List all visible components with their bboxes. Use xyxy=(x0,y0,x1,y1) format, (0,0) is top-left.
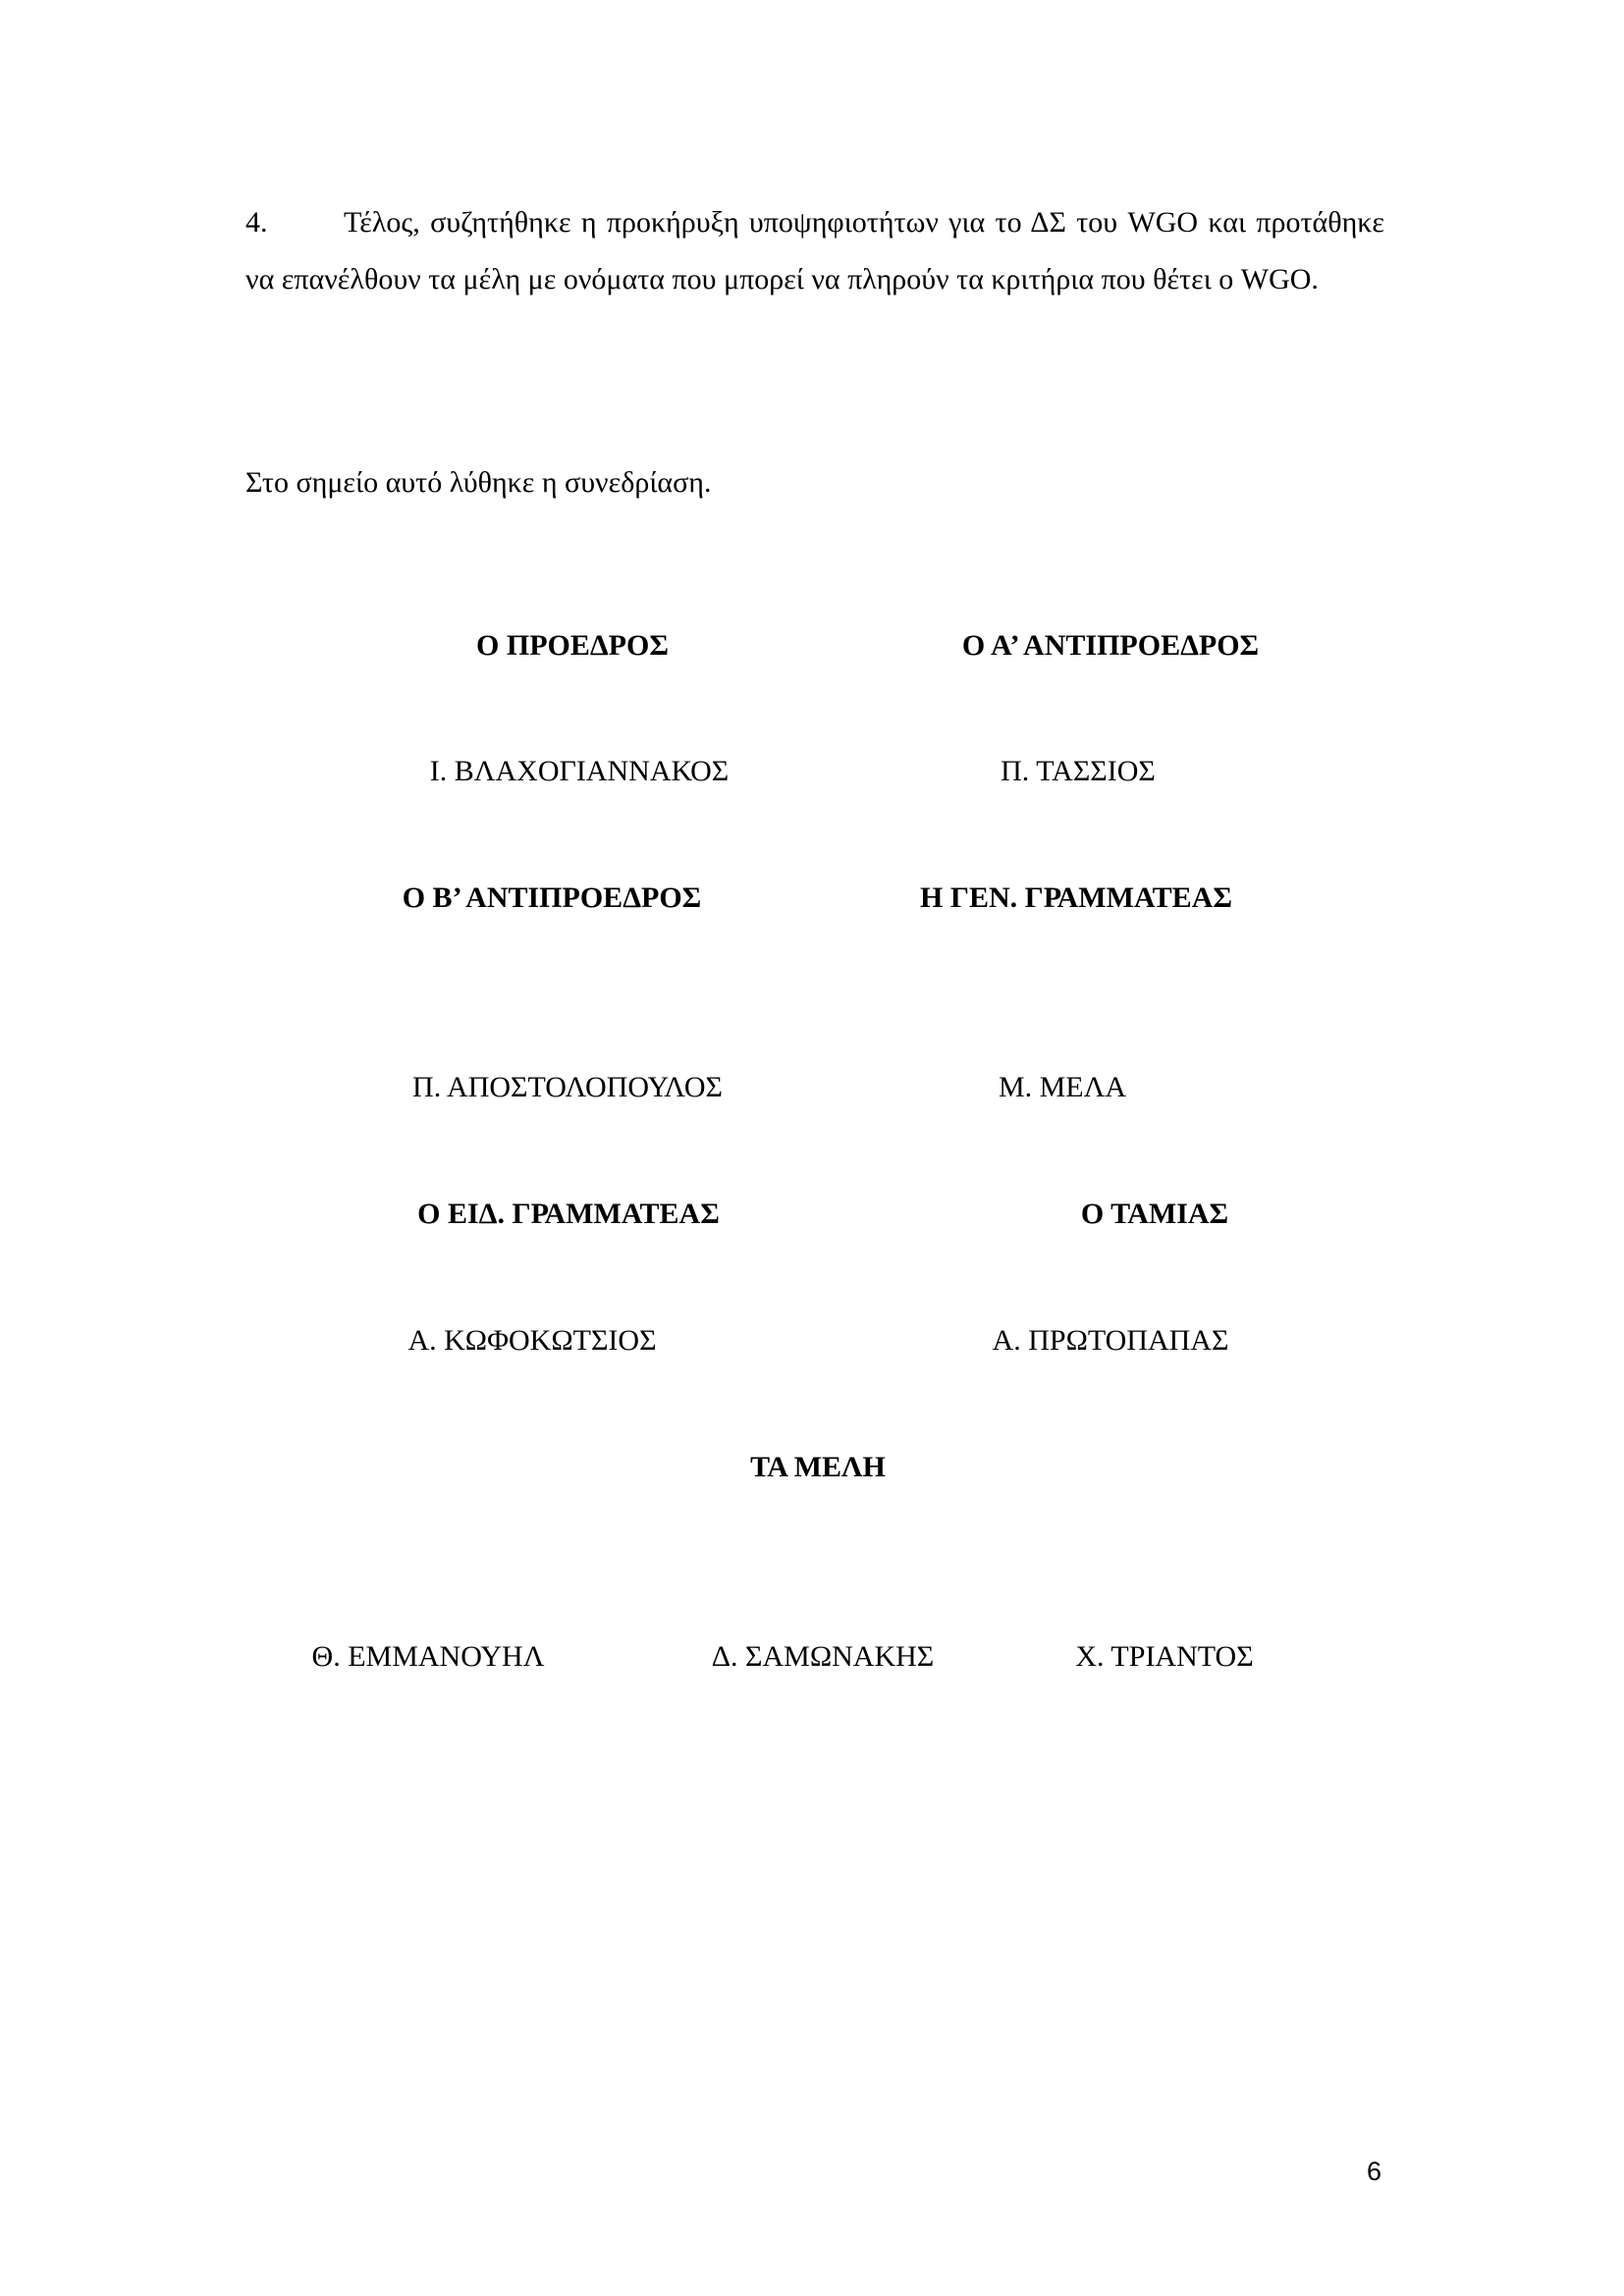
vice-president-a-title: Ο Α’ ΑΝΤΙΠΡΟΕΔΡΟΣ xyxy=(961,629,1260,662)
members-title: ΤΑ ΜΕΛΗ xyxy=(750,1451,886,1483)
member-name: Θ. ΕΜΜΑΝΟΥΗΛ xyxy=(311,1640,545,1673)
closing-statement: Στο σημείο αυτό λύθηκε η συνεδρίαση. xyxy=(245,466,712,499)
president-title: Ο ΠΡΟΕΔΡΟΣ xyxy=(476,629,669,662)
general-secretary-title: Η ΓΕΝ. ΓΡΑΜΜΑΤΕΑΣ xyxy=(920,881,1232,914)
paragraph-4 xyxy=(245,194,1384,308)
president-name: Ι. ΒΛΑΧΟΓΙΑΝΝΑΚΟΣ xyxy=(429,755,730,787)
special-secretary-name: Α. ΚΩΦΟΚΩΤΣΙΟΣ xyxy=(407,1324,657,1357)
treasurer-name: Α. ΠΡΩΤΟΠΑΠΑΣ xyxy=(992,1324,1229,1357)
vice-president-a-name: Π. ΤΑΣΣΙΟΣ xyxy=(1001,755,1156,787)
member-name: Δ. ΣΑΜΩΝΑΚΗΣ xyxy=(711,1640,935,1673)
vice-president-b-title: Ο Β’ ΑΝΤΙΠΡΟΕΔΡΟΣ xyxy=(402,881,702,914)
vice-president-b-name: Π. ΑΠΟΣΤΟΛΟΠΟΥΛΟΣ xyxy=(412,1071,723,1103)
general-secretary-name: Μ. ΜΕΛΑ xyxy=(998,1071,1127,1103)
paragraph-number: 4. xyxy=(245,206,268,239)
paragraph-text: Τέλος, συζητήθηκε η προκήρυξη υποψηφιοτήτων για το ΔΣ του WGO και προτάθηκε να επανέλθουν τα μέλη με ονόματα που μπορεί να πληρούν τα κριτήρια που θέτει ο WGO. xyxy=(245,206,1384,295)
treasurer-title: Ο ΤΑΜΙΑΣ xyxy=(1080,1198,1229,1230)
special-secretary-title: Ο ΕΙΔ. ΓΡΑΜΜΑΤΕΑΣ xyxy=(417,1198,720,1230)
member-name: Χ. ΤΡΙΑΝΤΟΣ xyxy=(1075,1640,1254,1673)
page-number: 6 xyxy=(1367,2157,1382,2186)
